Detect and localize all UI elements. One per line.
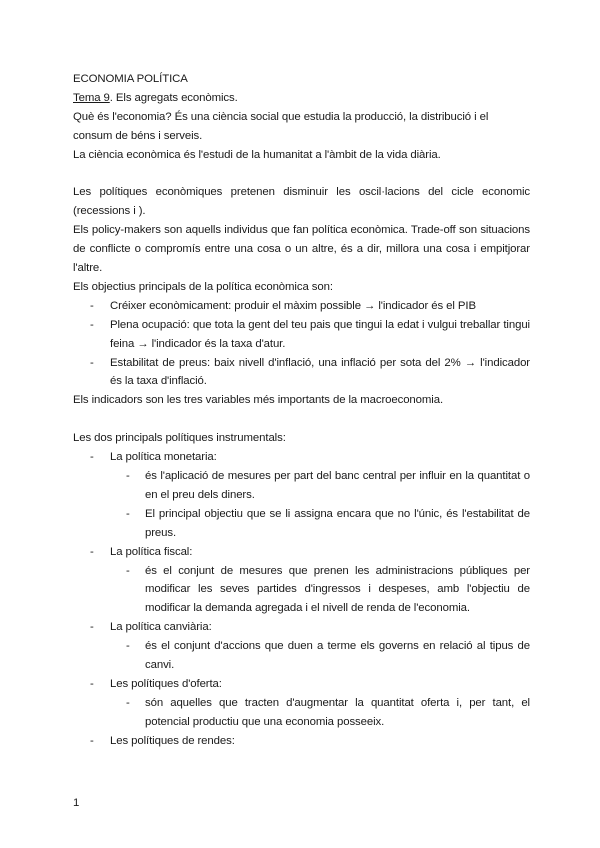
list-item: [73, 732, 530, 751]
list-item: [73, 467, 530, 505]
sub-list: [73, 467, 530, 543]
list-item: [73, 637, 530, 675]
bullet-dash: -: [126, 470, 130, 482]
instruments-heading: Les dos principals polítiques instrumentals:: [73, 432, 286, 445]
intro-study: La ciència econòmica és l'estudi de la humanitat a l'àmbit de la vida diària.: [73, 148, 441, 161]
sub-list: [73, 637, 530, 675]
objective-prices: Estabilitat de preus: baix nivell d'inflació, una inflació per sota del 2% → l'indicador és la taxa d'inflació.: [110, 356, 530, 388]
policy-canviaria-title: La política canviària:: [110, 621, 212, 634]
bullet-dash: -: [90, 545, 94, 558]
spacer: [73, 165, 530, 184]
topic-heading: [73, 89, 530, 108]
list-item: [73, 297, 530, 316]
intro-definition: Què és l'economia? És una ciència social que estudia la producció, la distribució i el consum de béns i serveis.: [73, 110, 489, 142]
topic-label: Tema 9: [73, 91, 110, 104]
policy-fiscal-item: és el conjunt de mesures que prenen les administracions públiques per modificar les seves partides d'ingressos i despeses, amb l'objectiu de modificar la demanda agregada i el nivell de renda de l'economia.: [145, 564, 530, 615]
policy-oferta-item: són aquelles que tracten d'augmentar la quantitat oferta i, per tant, el potencial productiu que una economia posseeix.: [145, 696, 530, 728]
objectives-heading: Els objectius principals de la política econòmica son:: [73, 280, 333, 293]
bullet-dash: -: [126, 564, 130, 577]
policy-fiscal-title: La política fiscal:: [110, 545, 193, 558]
bullet-dash: -: [126, 696, 130, 709]
list-item: [73, 675, 530, 732]
list-item: [73, 316, 530, 354]
objectives-list: [73, 297, 530, 392]
sub-list: [73, 694, 530, 732]
bullet-dash: -: [126, 640, 130, 653]
bullet-dash: -: [90, 356, 94, 369]
bullet-dash: -: [126, 507, 130, 520]
objective-growth: Créixer econòmicament: produir el màxim possible → l'indicador és el PIB: [110, 299, 476, 312]
bullet-dash: -: [90, 677, 94, 690]
list-item: [73, 354, 530, 392]
list-item: [73, 448, 530, 543]
bullet-dash: -: [90, 451, 94, 464]
document-body: [73, 70, 530, 751]
bullet-dash: -: [90, 318, 94, 331]
course-title: ECONOMIA POLÍTICA: [73, 73, 188, 85]
paragraph-policies: Les polítiques econòmiques pretenen disminuir les oscil·lacions del cicle economic (recessions i ).: [73, 186, 530, 218]
policy-canviaria-item: és el conjunt d'accions que duen a terme els governs en relació al tipus de canvi.: [145, 640, 530, 672]
objective-employment: Plena ocupació: que tota la gent del teu pais que tingui la edat i vulgui treballar tingui feina → l'indicador és la taxa d'atur.: [110, 318, 530, 350]
policy-monetaria-item: és l'aplicació de mesures per part del banc central per influir en la quantitat o en el preu dels diners.: [145, 470, 530, 501]
paragraph-policymakers: Els policy-makers son aquells individus que fan política econòmica. Trade-off son situacions de conflicte o compromís entre una cosa o un altre, és a dir, millora una cosa i empitjorar l'altre.: [73, 224, 530, 275]
bullet-dash: -: [90, 299, 94, 312]
indicators-note: Els indicadors son les tres variables més importants de la macroeconomia.: [73, 394, 444, 407]
sub-list: [73, 562, 530, 619]
list-item: [73, 618, 530, 675]
list-item: [73, 694, 530, 732]
list-item: [73, 543, 530, 619]
policy-monetaria-title: La política monetaria:: [110, 451, 217, 464]
bullet-dash: -: [90, 734, 94, 747]
bullet-dash: -: [90, 621, 94, 634]
policy-oferta-title: Les polítiques d'oferta:: [110, 677, 222, 690]
topic-title: . Els agregats econòmics.: [109, 91, 238, 104]
list-item: [73, 505, 530, 543]
policy-rendes-title: Les polítiques de rendes:: [110, 734, 235, 747]
page-number: 1: [73, 797, 80, 809]
spacer: [73, 410, 530, 429]
policy-monetaria-item: El principal objectiu que se li assigna encara que no l'únic, és l'estabilitat de preus.: [145, 507, 530, 539]
list-item: [73, 562, 530, 619]
instruments-list: [73, 448, 530, 751]
